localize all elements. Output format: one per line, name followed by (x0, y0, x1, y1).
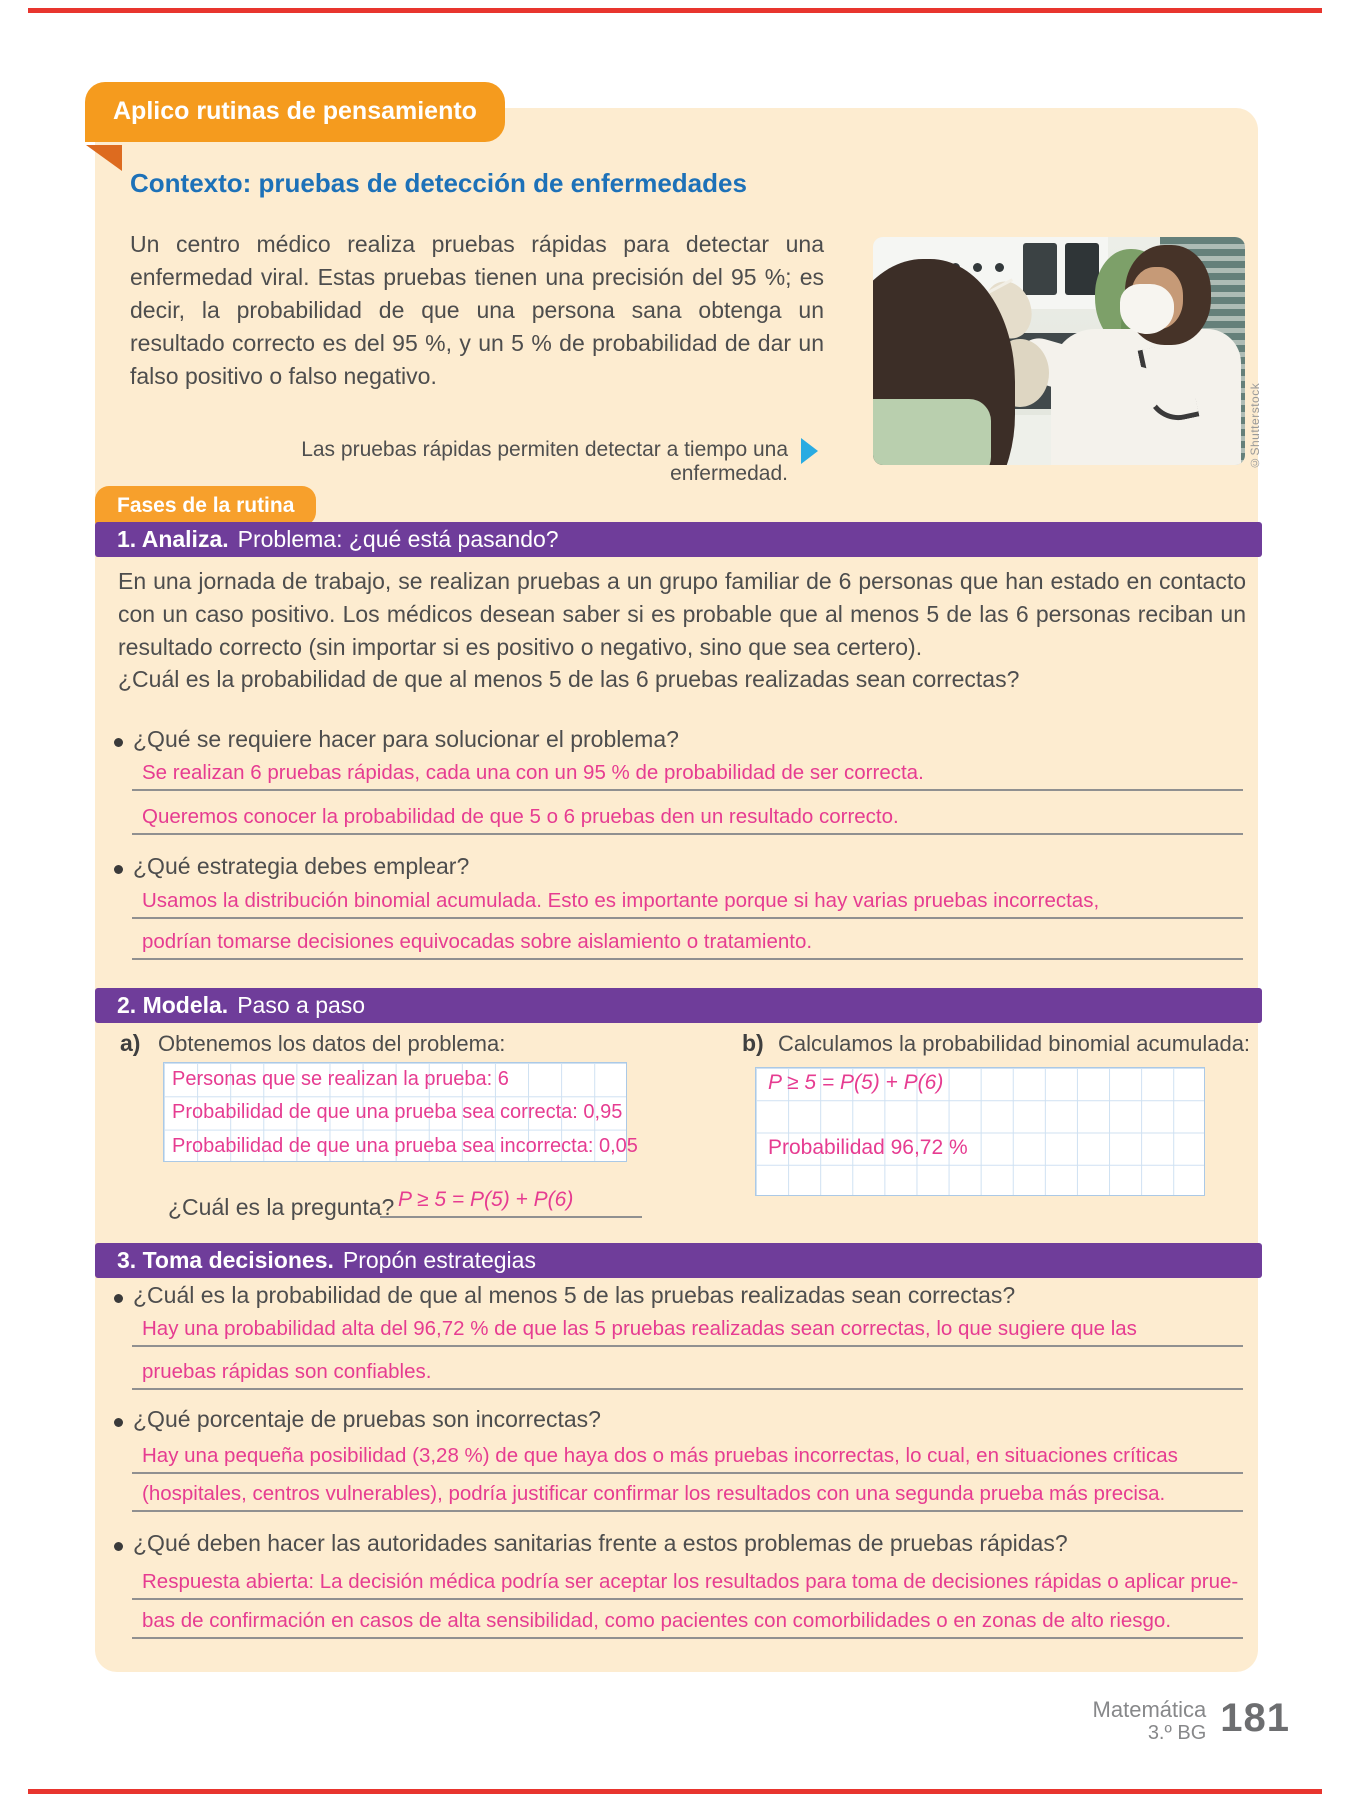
handwritten-answer: pruebas rápidas son confiables. (142, 1360, 432, 1383)
item-a-label: a) (120, 1030, 141, 1056)
handwritten-answer: Se realizan 6 pruebas rápidas, cada una con un 95 % de probabilidad de ser correcta. (142, 761, 924, 784)
answer-line (132, 753, 1243, 791)
play-triangle-icon (801, 438, 818, 464)
handwritten-line: Probabilidad de que una prueba sea correcta: 0,95 (172, 1101, 623, 1124)
bottom-rule (28, 1789, 1322, 1794)
answer-line (132, 922, 1243, 960)
handwritten-answer: Hay una probabilidad alta del 96,72 % de que las 5 pruebas realizadas sean correctas, lo que sugiere que las (142, 1317, 1137, 1340)
answer-line (380, 1181, 642, 1218)
section1-header (95, 522, 1262, 557)
routine-badge (85, 82, 505, 142)
handwritten-answer: Queremos conocer la probabilidad de que 5 o 6 pruebas den un resultado correcto. (142, 805, 899, 828)
handwritten-line: Probabilidad de que una prueba sea incorrecta: 0,05 (172, 1134, 638, 1157)
bullet-question: ¿Qué estrategia debes emplear? (133, 853, 470, 879)
handwritten-result: Probabilidad 96,72 % (768, 1136, 968, 1159)
footer-subject: Matemática (1092, 1697, 1207, 1722)
section1-number: 1. Analiza. (117, 526, 229, 552)
answer-line (132, 881, 1243, 919)
handwritten-formula: P ≥ 5 = P(5) + P(6) (398, 1188, 574, 1211)
routine-badge-label: Aplico rutinas de pensamiento (113, 97, 477, 125)
photo-binder (1023, 243, 1057, 295)
photo-credit: ©Shutterstock (1248, 382, 1262, 470)
handwritten-answer: bas de confirmación en casos de alta sensibilidad, como pacientes con comorbilidades o en zonas de alto riesgo. (142, 1609, 1172, 1632)
context-body: Un centro médico realiza pruebas rápidas para detectar una enfermedad viral. Estas pruebas tienen una precisión del 95 %; es decir, la probabilidad de que una persona sana obtenga un resultado correcto es del 95 %, y un 5 % de probabilidad de dar un falso positivo o falso negativo. (130, 231, 824, 389)
handwritten-answer: Respuesta abierta: La decisión médica podría ser aceptar los resultados para toma de decisiones rápidas o aplicar prue- (142, 1570, 1239, 1593)
handwritten-formula: P ≥ 5 = P(5) + P(6) (768, 1071, 944, 1094)
handwritten-answer: (hospitales, centros vulnerables), podría justificar confirmar los resultados con una segunda prueba más precisa. (142, 1482, 1166, 1505)
photo-face-mask (1120, 284, 1174, 334)
answer-line (132, 1309, 1243, 1347)
section3-subtitle: Propón estrategias (342, 1247, 536, 1273)
top-rule (28, 8, 1322, 13)
page-footer (1000, 1698, 1290, 1744)
handwritten-answer: Usamos la distribución binomial acumulada. Esto es importante porque si hay varias pruebas incorrectas, (142, 889, 1100, 912)
section3-number: 3. Toma decisiones. (117, 1247, 334, 1273)
item-b-text: Calculamos la probabilidad binomial acumulada: (778, 1031, 1251, 1056)
handwritten-line: Personas que se realizan la prueba: 6 (172, 1068, 509, 1090)
section2-subtitle: Paso a paso (237, 992, 366, 1018)
handwritten-answer: podrían tomarse decisiones equivocadas sobre aislamiento o tratamiento. (142, 930, 813, 953)
section2-header (95, 988, 1262, 1023)
item-a-text: Obtenemos los datos del problema: (158, 1031, 506, 1056)
bullet-dot (114, 1542, 123, 1551)
phases-badge (95, 486, 316, 526)
bullet-question: ¿Qué deben hacer las autoridades sanitarias frente a estos problemas de pruebas rápidas? (133, 1530, 1068, 1556)
bullet-question: ¿Qué se requiere hacer para solucionar el problema? (133, 726, 679, 752)
item-b-label: b) (742, 1030, 764, 1056)
phases-badge-label: Fases de la rutina (117, 494, 295, 517)
answer-line (132, 1562, 1243, 1600)
photo-caption: Las pruebas rápidas permiten detectar a tiempo una enfermedad. (301, 438, 788, 485)
section2-number: 2. Modela. (117, 992, 229, 1018)
grid-box-a (163, 1062, 638, 1162)
photo-shelf-hole (995, 263, 1004, 272)
page-number: 181 (1220, 1696, 1290, 1740)
photo-binder (1065, 243, 1099, 295)
grid-box-b (755, 1067, 1205, 1196)
bullet-dot (114, 865, 123, 874)
section1-body: En una jornada de trabajo, se realizan pruebas a un grupo familiar de 6 personas que han estado en contacto con un caso positivo. Los médicos desean saber si es probable que al menos 5 de las 6 personas reciban un resultado correcto (sin importar si es positivo o negativo, sino que sea certero). (118, 568, 1246, 660)
section1-question: ¿Cuál es la probabilidad de que al menos 5 de las 6 pruebas realizadas sean correctas? (118, 666, 1020, 692)
question-prompt: ¿Cuál es la pregunta? (168, 1194, 395, 1220)
footer-grade: 3.º BG (1147, 1722, 1207, 1744)
answer-line (132, 797, 1243, 835)
answer-line (132, 1601, 1243, 1639)
footer-subject-block (1093, 1698, 1207, 1744)
handwritten-answer: Hay una pequeña posibilidad (3,28 %) de que haya dos o más pruebas incorrectas, lo cual, en situaciones críticas (142, 1444, 1178, 1467)
photo-shelf-hole (973, 263, 982, 272)
bullet-dot (114, 1294, 123, 1303)
answer-line (132, 1474, 1243, 1512)
answer-line (132, 1352, 1243, 1390)
section3-header (95, 1243, 1262, 1278)
context-photo (873, 237, 1245, 465)
bullet-question: ¿Qué porcentaje de pruebas son incorrectas? (133, 1406, 601, 1432)
answer-line (132, 1436, 1243, 1474)
photo-patient-shirt (873, 399, 991, 465)
context-title: Contexto: pruebas de detección de enfermedades (130, 168, 747, 198)
bullet-question: ¿Cuál es la probabilidad de que al menos 5 de las pruebas realizadas sean correctas? (133, 1282, 1016, 1308)
bullet-dot (114, 738, 123, 747)
section1-subtitle: Problema: ¿qué está pasando? (237, 526, 559, 552)
bullet-dot (114, 1418, 123, 1427)
